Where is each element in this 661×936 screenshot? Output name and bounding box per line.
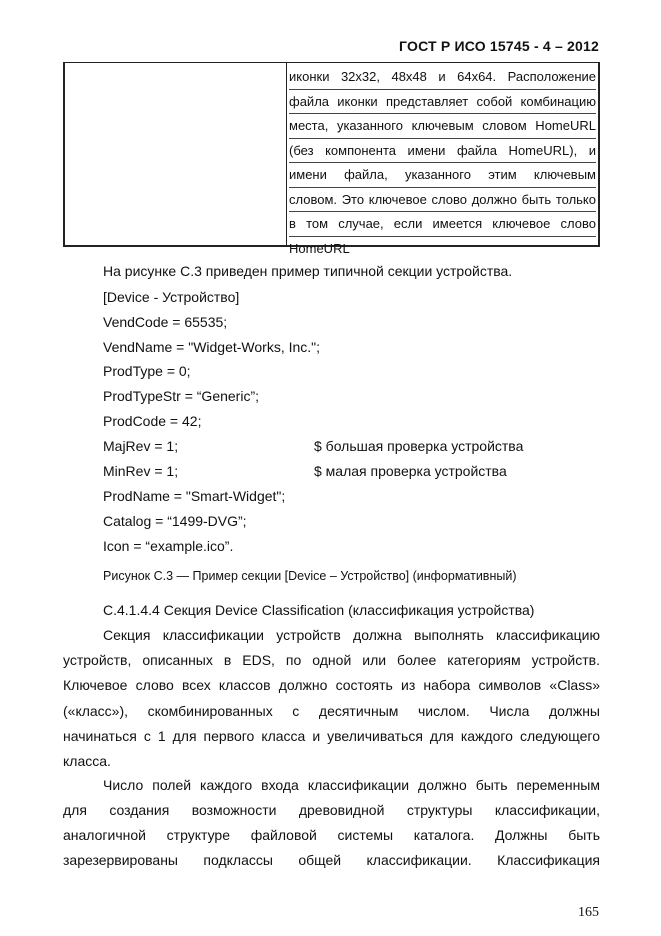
code-line: VendName = "Widget-Works, Inc."; bbox=[103, 339, 321, 355]
document-body bbox=[63, 0, 600, 936]
paragraph-line: устройств, описанных в EDS, по одной или более категориям устройств. bbox=[63, 652, 600, 668]
section-heading: С.4.1.4.4 Секция Device Classification (классификация устройства) bbox=[103, 602, 535, 618]
table-text-line: иконки 32x32, 48x48 и 64x64. Расположение bbox=[289, 65, 596, 90]
paragraph-line: начинаться с 1 для первого класса и увеличиваться для каждого следующего bbox=[63, 728, 600, 744]
code-line: ProdCode = 42; bbox=[103, 413, 202, 429]
code-line: [Device - Устройство] bbox=[103, 289, 240, 305]
code-comment: $ большая проверка устройства bbox=[314, 438, 524, 454]
paragraph-line: класса. bbox=[63, 753, 111, 769]
paragraph-line: аналогичной структуре файловой системы каталога. Должны быть bbox=[63, 827, 600, 843]
code-line: VendCode = 65535; bbox=[103, 314, 228, 330]
code-line: Catalog = “1499-DVG”; bbox=[103, 513, 247, 529]
code-line: ProdType = 0; bbox=[103, 363, 191, 379]
document-header: ГОСТ Р ИСО 15745 - 4 – 2012 bbox=[399, 38, 599, 54]
code-comment: $ малая проверка устройства bbox=[314, 463, 507, 479]
code-line: MinRev = 1; bbox=[103, 463, 179, 479]
table-text-line: словом. Это ключевое слово должно быть только bbox=[289, 188, 596, 213]
paragraph-line: для создания возможности древовидной структуры классификации, bbox=[63, 802, 600, 818]
code-line: ProdTypeStr = “Generic”; bbox=[103, 388, 260, 404]
paragraph-line: Секция классификации устройств должна выполнять классификацию bbox=[103, 627, 600, 643]
paragraph-line: Ключевое слово всех классов должно состоять из набора символов «Class» bbox=[63, 677, 600, 693]
paragraph-line: Число полей каждого входа классификации должно быть переменным bbox=[103, 777, 600, 793]
table-text-line: (без компонента имени файла HomeURL), и bbox=[289, 139, 596, 164]
table-text-line: файла иконки представляет собой комбинацию bbox=[289, 90, 596, 115]
figure-caption: Рисунок С.3 — Пример секции [Device – Устройство] (информативный) bbox=[103, 569, 517, 583]
code-line: Icon = “example.ico”. bbox=[103, 538, 234, 554]
table-text-line: имени файла, указанного этим ключевым bbox=[289, 163, 596, 188]
table-text-line: места, указанного ключевым словом HomeURL bbox=[289, 114, 596, 139]
page-number: 165 bbox=[578, 905, 599, 920]
code-line: ProdName = "Smart-Widget"; bbox=[103, 488, 286, 504]
table-text-line: в том случае, если имеется ключевое слово bbox=[289, 212, 596, 237]
code-line: MajRev = 1; bbox=[103, 438, 179, 454]
paragraph-line: зарезервированы подклассы общей классификации. Классификация bbox=[63, 852, 600, 868]
table-text-line: HomeURL bbox=[289, 240, 350, 256]
intro-text: На рисунке С.3 приведен пример типичной секции устройства. bbox=[103, 263, 513, 279]
paragraph-line: («класс»), скомбинированных с десятичным числом. Числа должны bbox=[63, 703, 600, 719]
